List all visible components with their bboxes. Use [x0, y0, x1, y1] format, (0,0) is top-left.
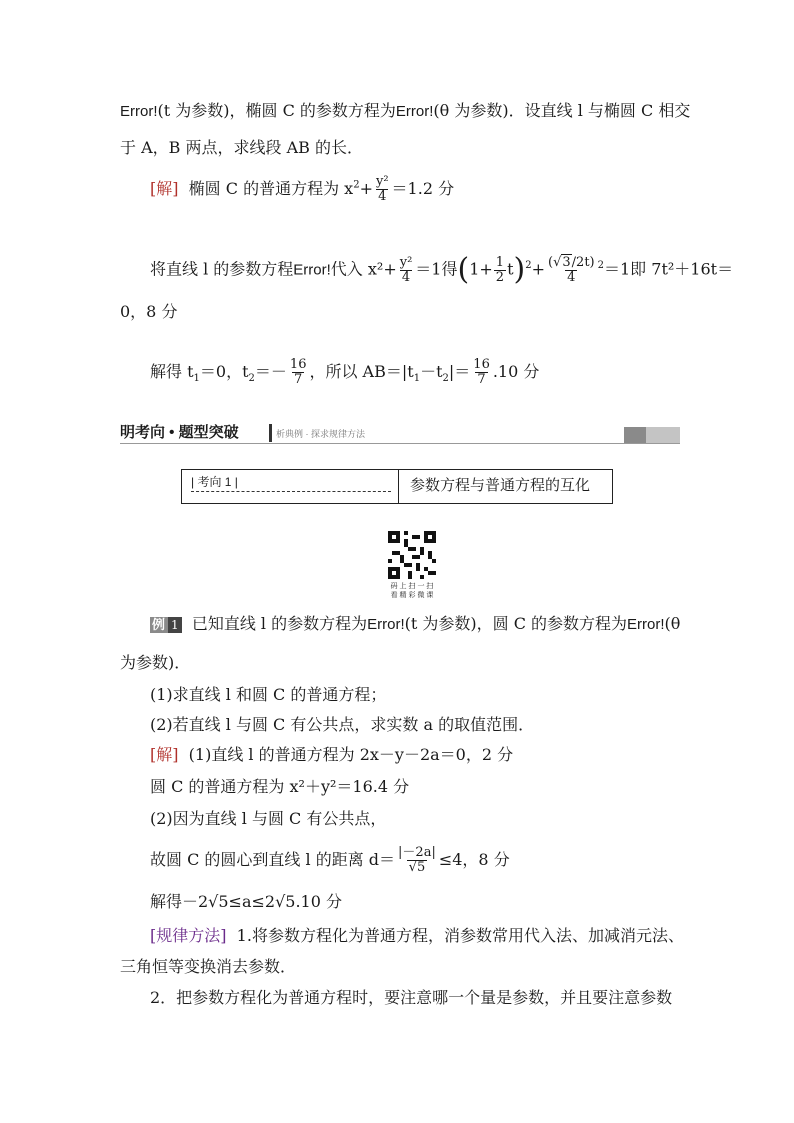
example-line-1: 例 1 已知直线 l 的参数方程为Error!(t 为参数)，圆 C 的参数方程为Error!(θ — [152, 614, 681, 633]
section-subtitle: 析典例 · 探求规律方法 — [276, 429, 365, 439]
text: (t 为参数)，椭圆 C 的参数方程为 — [157, 101, 396, 120]
fraction: $\frac{|-2a|}{√5}$ — [398, 845, 436, 875]
example-solution-4: 故圆 C 的圆心到直线 l 的距离 d＝ $\frac{|-2a|}{√5}$ ≤4，8 分 — [150, 845, 510, 875]
section-header — [120, 423, 680, 445]
solution-tag: [解] — [150, 745, 179, 764]
error-placeholder: Error! — [395, 103, 434, 120]
header-decor-block — [624, 427, 646, 443]
error-placeholder: Error! — [627, 616, 665, 633]
header-decor-block — [646, 427, 680, 443]
topic-name: 参数方程与普通方程的互化 — [410, 477, 591, 494]
text: (θ 为参数)．设直线 l 与椭圆 C 相交 — [433, 101, 691, 120]
question-1: (1)求直线 l 和圆 C 的普通方程； — [150, 685, 387, 704]
example-solution-5: 解得－2√5≤a≤2√5.10 分 — [150, 892, 342, 911]
divider — [269, 424, 272, 442]
topic-box — [181, 469, 613, 504]
fraction: $\frac{(√3/2t)}{4}$ — [548, 254, 595, 285]
error-placeholder: Error! — [367, 616, 405, 633]
method-line-3: 2．把参数方程化为普通方程时，要注意哪一个量是参数，并且要注意参数 — [150, 988, 673, 1007]
error-placeholder: Error! — [293, 261, 331, 279]
error-placeholder: Error! — [120, 103, 158, 120]
qr-code-icon[interactable] — [388, 531, 436, 579]
example-solution-1: [解] (1)直线 l 的普通方程为 2x－y－2a＝0，2 分 — [150, 745, 514, 764]
example-solution-2: 圆 C 的普通方程为 x²＋y²＝16.4 分 — [150, 777, 410, 796]
qr-caption: 码 上 扫 一 扫 看 精 彩 微 课 — [390, 583, 434, 599]
solution-tag: [解] — [150, 179, 179, 198]
problem-line-2: 于 A，B 两点，求线段 AB 的长． — [120, 138, 363, 157]
left-paren: ( — [457, 252, 470, 287]
example-solution-3: (2)因为直线 l 与圆 C 有公共点， — [150, 809, 387, 828]
method-line-2: 三角恒等变换消去参数． — [120, 957, 297, 976]
right-paren: ) — [513, 252, 526, 287]
dashed-line — [191, 491, 391, 492]
problem-line-1 — [120, 100, 690, 123]
fraction: $\frac{16}{7}$ — [473, 357, 490, 387]
solution-line-1: [解] 椭圆 C 的普通方程为 $x^2+$ $\frac{\text{y²}}{4}$ ＝1.2 分 — [150, 174, 455, 204]
example-badge: 例 — [150, 617, 168, 633]
section-title: 明考向 • 题型突破 — [120, 424, 239, 441]
fraction: $\frac{\text{y²}}{4}$ — [375, 174, 389, 204]
text: ＝1.2 分 — [391, 179, 455, 198]
fraction: $\frac{1}{2}$ — [495, 254, 505, 285]
question-2: (2)若直线 l 与圆 C 有公共点，求实数 a 的取值范围． — [150, 715, 535, 734]
topic-label-cell — [182, 470, 399, 503]
solution-line-3: 解得 $t_1=0$，$t_2=-$ $\frac{16}{7}$ ，所以 $AB=|t_1-t_2|=$ $\frac{16}{7}$ .10 分 — [150, 357, 540, 387]
topic-label: | 考向 1 | — [191, 475, 238, 489]
solution-line-2-cont: 0，8 分 — [120, 302, 178, 321]
fraction: $\frac{16}{7}$ — [289, 357, 307, 387]
example-line-2: 为参数)． — [120, 653, 191, 672]
method-line-1: [规律方法] 1.将参数方程化为普通方程，消参数常用代入法、加减消元法、 — [150, 926, 684, 945]
text: 椭圆 C 的普通方程为 x — [188, 179, 354, 198]
fraction: $\frac{\text{y²}}{4}$ — [399, 254, 413, 285]
method-tag: [规律方法] — [150, 926, 227, 945]
header-rule — [120, 443, 680, 444]
solution-line-2: 将直线 l 的参数方程Error!代入 x²+ $\frac{\text{y²}}{4}$ ＝1得(1+ $\frac{1}{2}$ t)$^2$+ $\frac{(√3/2t)}{4}$ $^2$＝1即 7t²＋16t＝ — [150, 252, 734, 287]
example-number: 1 — [168, 617, 182, 633]
